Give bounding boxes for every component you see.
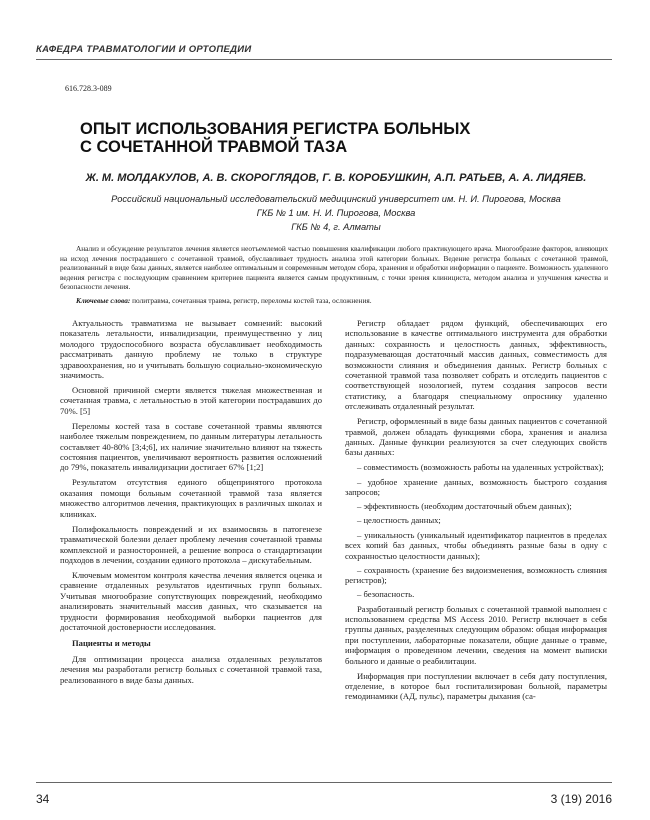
title-line-1: ОПЫТ ИСПОЛЬЗОВАНИЯ РЕГИСТРА БОЛЬНЫХ — [80, 120, 471, 138]
paragraph: Полифокальность повреждений и их взаимосвязь в патогенезе травматической болезни делает проблему лечения сочетанной травмы комплексной и разносторонней, а решение вопроса о стандартизации подходов в лечении, создании единого протокола – дискутабельным. — [60, 523, 322, 565]
list-item: – безопасность. — [357, 589, 415, 600]
paragraph: Регистр, оформленный в виде базы данных пациентов с сочетанной травмой, должен обладать функциями сбора, хранения и анализа данных. Данные функции реализуются за счет следующих свойств базы данных: — [345, 416, 607, 458]
affiliation-2: ГКБ № 1 им. Н. И. Пирогова, Москва — [256, 208, 416, 218]
header-rule — [36, 59, 612, 60]
list-item: – совместимость (возможность работы на удаленных устройствах); — [357, 462, 604, 473]
article-title — [80, 120, 600, 156]
keywords — [60, 296, 608, 306]
authors: Ж. М. МОЛДАКУЛОВ, А. В. СКОРОГЛЯДОВ, Г. В. КОРОБУШКИН, А.П. РАТЬЕВ, А. А. ЛИДЯЕВ. — [85, 172, 587, 184]
affiliation-3: ГКБ № 4, г. Алматы — [291, 222, 381, 232]
list-item: – эффективность (необходим достаточный объем данных); — [357, 501, 572, 512]
list-item: – сохранность (хранение без видоизменения, возможность слияния регистров); — [345, 564, 607, 586]
footer-rule — [36, 782, 612, 783]
list-item: – удобное хранение данных, возможность быстрого создания запросов; — [345, 476, 607, 498]
affiliation-1: Российский национальный исследовательский медицинский университет им. Н. И. Пирогова, Москва — [111, 194, 561, 204]
keywords-label: Ключевые слова: — [76, 296, 131, 305]
list-item: – уникальность (уникальный идентификатор пациентов в пределах всех копий баз данных, чтобы объединять разные базы в одну с сохранностью целостности данных); — [345, 529, 607, 561]
issue-number: 3 (19) 2016 — [550, 792, 612, 806]
title-line-2: С СОЧЕТАННОЙ ТРАВМОЙ ТАЗА — [80, 138, 348, 156]
paragraph: Актуальность травматизма не вызывает сомнений: высокий показатель летальности, инвалидизации, преимущественно у лиц молодого трудоспособного возраста обуславливает необходимость рассматривать данную проблему не только в структуре здравоохранения, но и учитывать большую социально-экономическую значимость. — [60, 318, 322, 381]
list-item: – целостность данных; — [357, 515, 441, 526]
paragraph: Переломы костей таза в составе сочетанной травмы являются наиболее тяжелым повреждением, по данным литературы летальность составляет 40-80% [3;4;6], их наличие значительно влияют на тяжесть состояния пациентов, увеличивают вероятность развития осложнений до 79%, показатель инвалидизации достигает 67% [1;2] — [60, 420, 322, 473]
paragraph: Результатом отсутствия единого общепринятого протокола оказания помощи больным сочетанной травмой таза является множество алгоритмов лечения, практикующих в различных школах и клиниках. — [60, 477, 322, 519]
paragraph: Ключевым моментом контроля качества лечения является оценка и сравнение отдаленных результатов идентичных групп больных. Учитывая многообразие сопутствующих повреждений, необходимо анализировать значительный массив данных, что сказывается на трудности формирования необходимой выборки пациентов для достаточной достоверности исследования. — [60, 569, 322, 632]
udc-code: 616.728.3-089 — [65, 84, 112, 93]
paragraph: Регистр обладает рядом функций, обеспечивающих его использование в качестве оптимального инструмента для обработки данных: сохранность и целостность данных, эффективность, подразумевающая достаточный массив данных, совместимость для возможности слияния и объединения данных. Регистр больных с сочетанной травмой таза позволяет собрать и отследить пациентов с соответствующей нозологией, путем создания запросов вести статистику, а благодаря специальному опроснику удаленно отслеживать отдаленный результат. — [345, 318, 607, 412]
paragraph: Основной причиной смерти является тяжелая множественная и сочетанная травма, с летальностью в этой категории пострадавших до 70%. [5] — [60, 385, 322, 416]
keywords-text: политравма, сочетанная травма, регистр, переломы костей таза, осложнения. — [130, 296, 372, 305]
abstract: Анализ и обсуждение результатов лечения является неотъемлемой частью повышения квалификации любого практикующего врача. Многообразие факторов, влияющих на исход лечения пострадавшего с сочетанной травмой, обуславливает трудность анализа этой категории больных. Ведение регистра больных с сочетанной травмой, реализованный в виде базы данных, является наиболее оптимальным и современным методом сбора, хранения и обработки информации о пациенте. Возможность удаленного ведения регистра с последующим сравнением критериев пациента является самым продуктивным, с точки зрения клинициста, методом анализа и улучшения качества и безопасности лечения. — [60, 244, 608, 292]
journal-section-header: КАФЕДРА ТРАВМАТОЛОГИИ И ОРТОПЕДИИ — [36, 44, 252, 55]
paragraph: Разработанный регистр больных с сочетанной травмой выполнен с использованием средства MS Access 2010. Регистр включает в себя группы данных, разделенных следующим образом: общая информация при поступлении, лабораторные показатели, общие данные о травме, информация о проведенном лечении, сведения на момент выписки больного и данные о реабилитации. — [345, 603, 607, 666]
affiliations — [56, 192, 616, 234]
section-heading: Пациенты и методы — [72, 638, 151, 649]
left-column — [60, 318, 322, 690]
paragraph: Для оптимизации процесса анализа отдаленных результатов лечения мы разработали регистр больных с сочетанной травмой таза, реализованного в виде базы данных. — [60, 653, 322, 685]
page-number: 34 — [36, 792, 50, 806]
right-column — [345, 318, 607, 706]
paragraph: Информация при поступлении включает в себя дату поступления, отделение, в которое был госпитализирован больной, параметры гемодинамики (АД, пульс), параметры дыхания (са- — [345, 670, 607, 702]
